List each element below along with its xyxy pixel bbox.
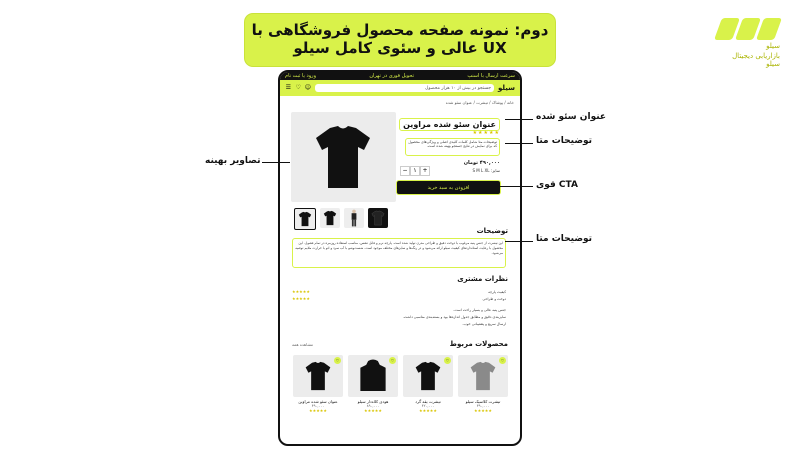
search-input[interactable]: جستجو در بیش از ۱۰ هزار محصول: [315, 84, 494, 92]
product-card-name: تیشرت کلاسیک سیلو: [465, 399, 501, 404]
product-card-stars: ★★★★★: [309, 408, 327, 413]
review-stars: ★★★★★: [292, 289, 310, 294]
wishlist-icon[interactable]: ♡: [335, 358, 340, 363]
user-icon[interactable]: ☺: [304, 84, 311, 91]
product-card-price: ۳۹۰,۰۰۰: [476, 404, 490, 408]
review-row: کیفیت پارچه ★★★★★: [292, 289, 506, 294]
callout-line: [505, 119, 533, 120]
site-header: [280, 80, 520, 96]
callout-line: [262, 162, 290, 163]
review-item: جنس پنبه عالی و بسیار راحت است.: [453, 308, 506, 312]
callout-line: [500, 186, 533, 187]
site-brand[interactable]: سیلو: [498, 84, 515, 92]
qty-plus-button[interactable]: +: [420, 166, 430, 176]
callout-line: [505, 241, 533, 242]
rating-stars: ★★★★★: [472, 130, 500, 136]
related-title: محصولات مربوط: [449, 340, 508, 348]
logo-marks: [718, 18, 780, 40]
product-card-stars: ★★★★★: [419, 408, 437, 413]
wishlist-icon[interactable]: ♡: [445, 358, 450, 363]
callout-meta-description: توضیحات متا: [536, 136, 593, 146]
wishlist-icon[interactable]: ♡: [500, 358, 505, 363]
product-card-name: عنوان سئو شده مراوین: [298, 399, 338, 404]
review-item: ارسال سریع و پشتیبانی خوب.: [462, 322, 506, 326]
product-price: ۴۹۰,۰۰۰ تومان: [463, 160, 500, 166]
product-card-price: ۴۲۰,۰۰۰: [421, 404, 435, 408]
review-ratings: [292, 288, 506, 302]
product-card[interactable]: [403, 355, 453, 413]
size-selector[interactable]: سایز: S M L XL: [472, 168, 500, 173]
product-card-price: ۸۹۰,۰۰۰: [366, 404, 380, 408]
qty-value: ۱: [410, 166, 420, 176]
product-card-stars: ★★★★★: [364, 408, 382, 413]
thumbnail-strip: [294, 208, 394, 228]
logo-name: سیلو: [766, 42, 780, 50]
view-all-link[interactable]: مشاهده همه: [292, 342, 314, 347]
callout-optimized-images: تصاویر بهینه: [205, 156, 261, 166]
top-bar: [280, 72, 520, 80]
breadcrumb[interactable]: خانه / پوشاک / تیشرت / عنوان سئو شده: [445, 100, 514, 105]
product-page-mockup: [278, 70, 522, 446]
reviews-title: نظرات مشتری: [457, 275, 508, 283]
headline-line-2: UX عالی و سئوی کامل سیلو: [293, 39, 507, 57]
thumbnail-2[interactable]: [320, 208, 340, 228]
product-card[interactable]: [293, 355, 343, 413]
review-row: دوخت و طراحی ★★★★★: [292, 296, 506, 301]
product-card-name: هودی کلاه‌دار سیلو: [357, 399, 389, 404]
review-item: سایزبندی دقیق و مطابق جدول اندازه‌ها بود و بسته‌بندی مناسبی داشت.: [402, 315, 506, 319]
meta-description: توضیحات متا شامل کلمات کلیدی اصلی و ویژگی‌های محصول که برای نمایش در نتایج جستجو بهینه شده است.: [405, 138, 500, 156]
wishlist-icon[interactable]: ♡: [390, 358, 395, 363]
product-card-name: تیشرت یقه گرد: [415, 399, 441, 404]
headline-line-1: دوم: نمونه صفحه محصول فروشگاهی با: [251, 21, 549, 39]
thumbnail-4[interactable]: [368, 208, 388, 228]
description-title: توضیحات: [476, 227, 508, 235]
cart-icon[interactable]: ♡: [295, 84, 301, 91]
callout-line: [505, 143, 533, 144]
callout-cta: CTA قوی: [536, 180, 578, 190]
product-card-price: ۴۹۰,۰۰۰: [311, 404, 325, 408]
topbar-right: سرعت ارسال با اسنپ: [467, 73, 515, 79]
thumbnail-1[interactable]: [294, 208, 316, 230]
headline-banner: [245, 14, 555, 66]
add-to-cart-button[interactable]: افزودن به سبد خرید: [397, 181, 500, 194]
brand-logo: [718, 18, 780, 68]
product-main-image[interactable]: [291, 112, 396, 202]
review-list: [340, 308, 506, 329]
product-card[interactable]: [458, 355, 508, 413]
callout-meta-description-2: توضیحات متا: [536, 234, 593, 244]
logo-subtitle: بازاریابی دیجیتال سیلو: [732, 52, 780, 68]
qty-minus-button[interactable]: −: [400, 166, 410, 176]
review-stars: ★★★★★: [292, 296, 310, 301]
related-products: [290, 355, 508, 413]
login-link[interactable]: ورود یا ثبت نام: [285, 73, 316, 79]
topbar-center: تحویل فوری در تهران: [369, 73, 414, 79]
product-title: عنوان سئو شده مراوین: [399, 118, 500, 131]
product-card[interactable]: [348, 355, 398, 413]
thumbnail-3[interactable]: [344, 208, 364, 228]
callout-seo-title: عنوان سئو شده: [536, 112, 607, 122]
menu-icon[interactable]: ☰: [285, 84, 291, 91]
product-card-stars: ★★★★★: [474, 408, 492, 413]
tshirt-image: [308, 122, 378, 192]
quantity-stepper[interactable]: [400, 166, 430, 176]
description-text: این تیشرت از جنس پنبه مرغوب با دوخت دقیق و طراحی مدرن تولید شده است. پارچه نرم و قابل تنفس، مناسب استفاده روزمره در تمام فصول. این محصول با رعایت استانداردهای کیفیت سیلو ارائه می‌شود و در رنگ‌ها و سایزهای مختلف موجود است. شست‌وشو با آب سرد و اتو با حرارت ملایم توصیه می‌شود.: [292, 238, 506, 268]
